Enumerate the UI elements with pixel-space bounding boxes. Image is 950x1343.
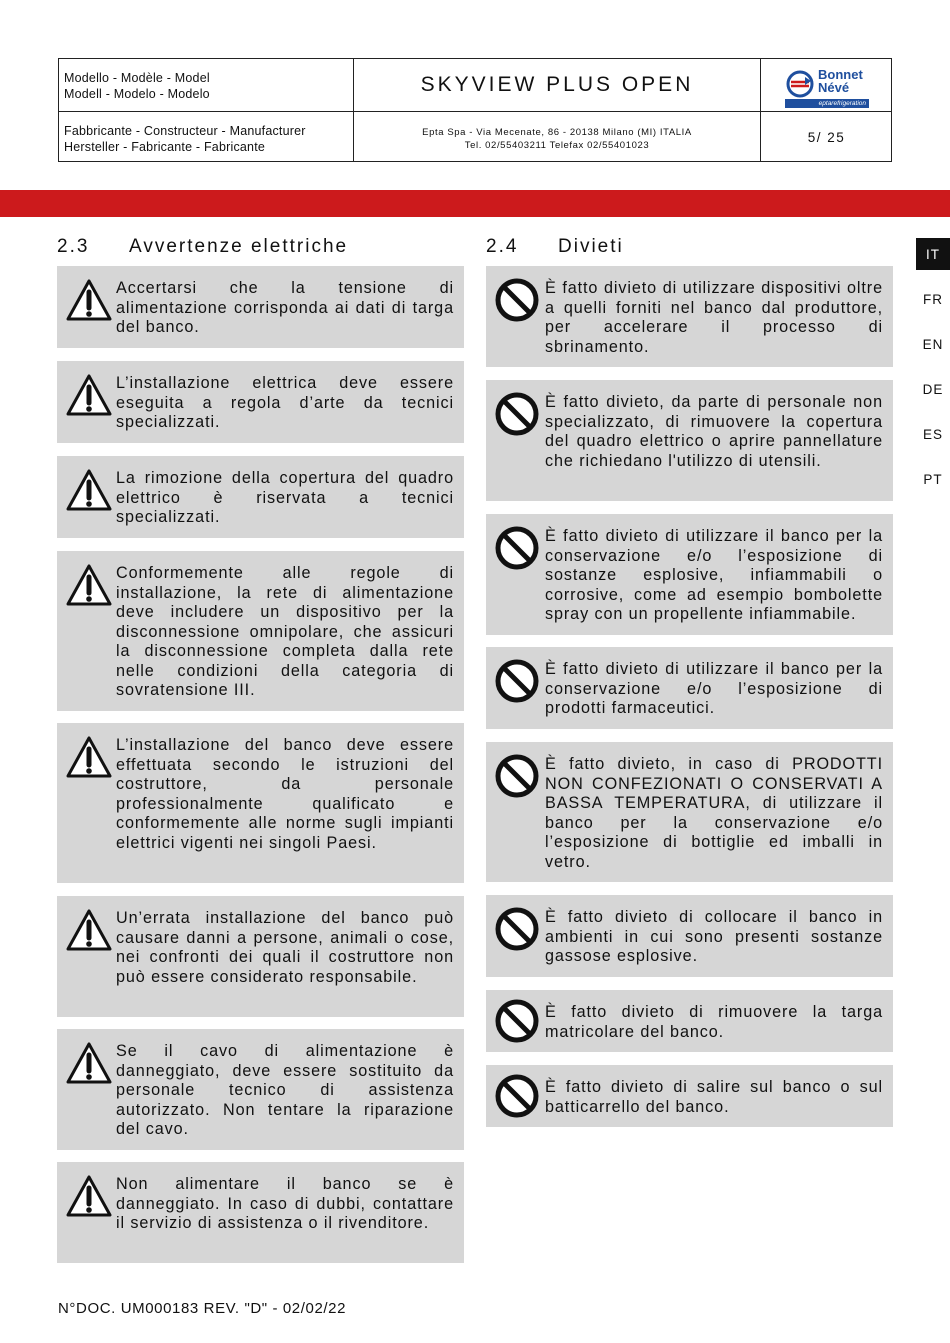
warning-triangle-icon [65,563,113,607]
warning-triangle-icon [65,373,113,417]
section-title-electrical: 2.3 Avvertenze elettriche [57,236,349,257]
warning-item: Non alimentare il banco se è danneggiato. In caso di dubbi, contattare il servizio di assistenza o il rivenditore. [57,1162,464,1263]
prohibition-item: È fatto divieto di salire sul banco o sul batticarrello del banco. [486,1065,893,1127]
brand-logo: Bonnet Névé eptarefrigeration [761,59,892,111]
section-title-prohibitions: 2.4 Divieti [486,236,624,257]
tab-en[interactable]: EN [922,336,944,352]
tab-it[interactable]: IT [916,238,950,270]
language-tabs [916,238,950,508]
manufacturer-address: Epta Spa - Via Mecenate, 86 - 20138 Milano (MI) ITALIA Tel. 02/55403211 Telefax 02/55401023 [422,127,692,151]
warning-item: Conformemente alle regole di installazione, la rete di alimentazione deve includere un dispositivo per la disconnessione omnipolare, che assicuri la disconnessione completa dalla rete nelle condizioni della categoria di sovratensione III. [57,551,464,711]
warning-item: L’installazione del banco deve essere effettuata secondo le istruzioni del costruttore, da personale professionalmente qualificato e conformemente alle norme sugli impianti elettrici vigenti nei singoli Paesi. [57,723,464,883]
prohibition-icon [494,1073,540,1119]
warning-triangle-icon [65,735,113,779]
tab-de[interactable]: DE [922,381,944,397]
warning-triangle-icon [65,1174,113,1218]
tab-fr[interactable]: FR [923,291,943,307]
warning-item: Accertarsi che la tensione di alimentazione corrisponda ai dati di targa del banco. [57,266,464,348]
warning-triangle-icon [65,278,113,322]
prohibition-item: È fatto divieto di rimuovere la targa matricolare del banco. [486,990,893,1052]
header-divider [59,111,891,112]
prohibition-item: È fatto divieto di utilizzare il banco per la conservazione e/o l’esposizione di prodotti farmaceutici. [486,647,893,729]
page-number: 5/ 25 [807,130,846,145]
warning-triangle-icon [65,908,113,952]
prohibition-icon [494,525,540,571]
prohibition-icon [494,658,540,704]
manufacturer-label: Fabbricante - Constructeur - Manufacturer Hersteller - Fabricante - Fabricante [64,124,306,154]
prohibition-item: È fatto divieto di utilizzare il banco per la conservazione e/o l’esposizione di sostanze esplosive, infiammabili o corrosive, come ad esempio bombolette spray con un propellente infiammabile. [486,514,893,635]
prohibition-icon [494,998,540,1044]
logo-swirl-icon [785,69,815,99]
prohibition-icon [494,753,540,799]
tab-es[interactable]: ES [922,426,943,442]
warning-item: Se il cavo di alimentazione è danneggiato, deve essere sostituito da personale tecnico di assistenza autorizzato. Non tentare la riparazione del cavo. [57,1029,464,1150]
warning-triangle-icon [65,468,113,512]
tab-pt[interactable]: PT [923,471,943,487]
prohibition-item: È fatto divieto di collocare il banco in ambienti in cui sono presenti sostanze gassose esplosive. [486,895,893,977]
warning-item: L’installazione elettrica deve essere eseguita a regola d’arte da tecnici specializzati. [57,361,464,443]
prohibition-icon [494,391,540,437]
warning-triangle-icon [65,1041,113,1085]
document-reference: N°DOC. UM000183 REV. "D" - 02/02/22 [58,1300,347,1317]
product-title: SKYVIEW PLUS OPEN [420,73,694,96]
prohibition-item: È fatto divieto, da parte di personale non specializzato, di rimuovere la copertura del quadro elettrico o aprire pannellature che richiedano l'utilizzo di utensili. [486,380,893,501]
warning-item: La rimozione della copertura del quadro elettrico è riservata a tecnici specializzati. [57,456,464,538]
prohibition-icon [494,906,540,952]
prohibition-icon [494,277,540,323]
prohibition-item: È fatto divieto, in caso di PRODOTTI NON CONFEZIONATI O CONSERVATI A BASSA TEMPERATURA, di utilizzare il banco per la conservazione e/o l’esposizione di bottiglie ed imballi in vetro. [486,742,893,882]
model-label: Modello - Modèle - Model Modell - Modelo - Modelo [64,71,210,101]
document-header [58,58,892,162]
red-band [0,190,950,217]
warning-item: Un’errata installazione del banco può causare danni a persone, animali o cose, nei confronti dei quali il costruttore non può essere considerato responsabile. [57,896,464,1017]
prohibition-item: È fatto divieto di utilizzare dispositivi oltre a quelli forniti nel banco dal produttore, per accelerare il processo di sbrinamento. [486,266,893,367]
